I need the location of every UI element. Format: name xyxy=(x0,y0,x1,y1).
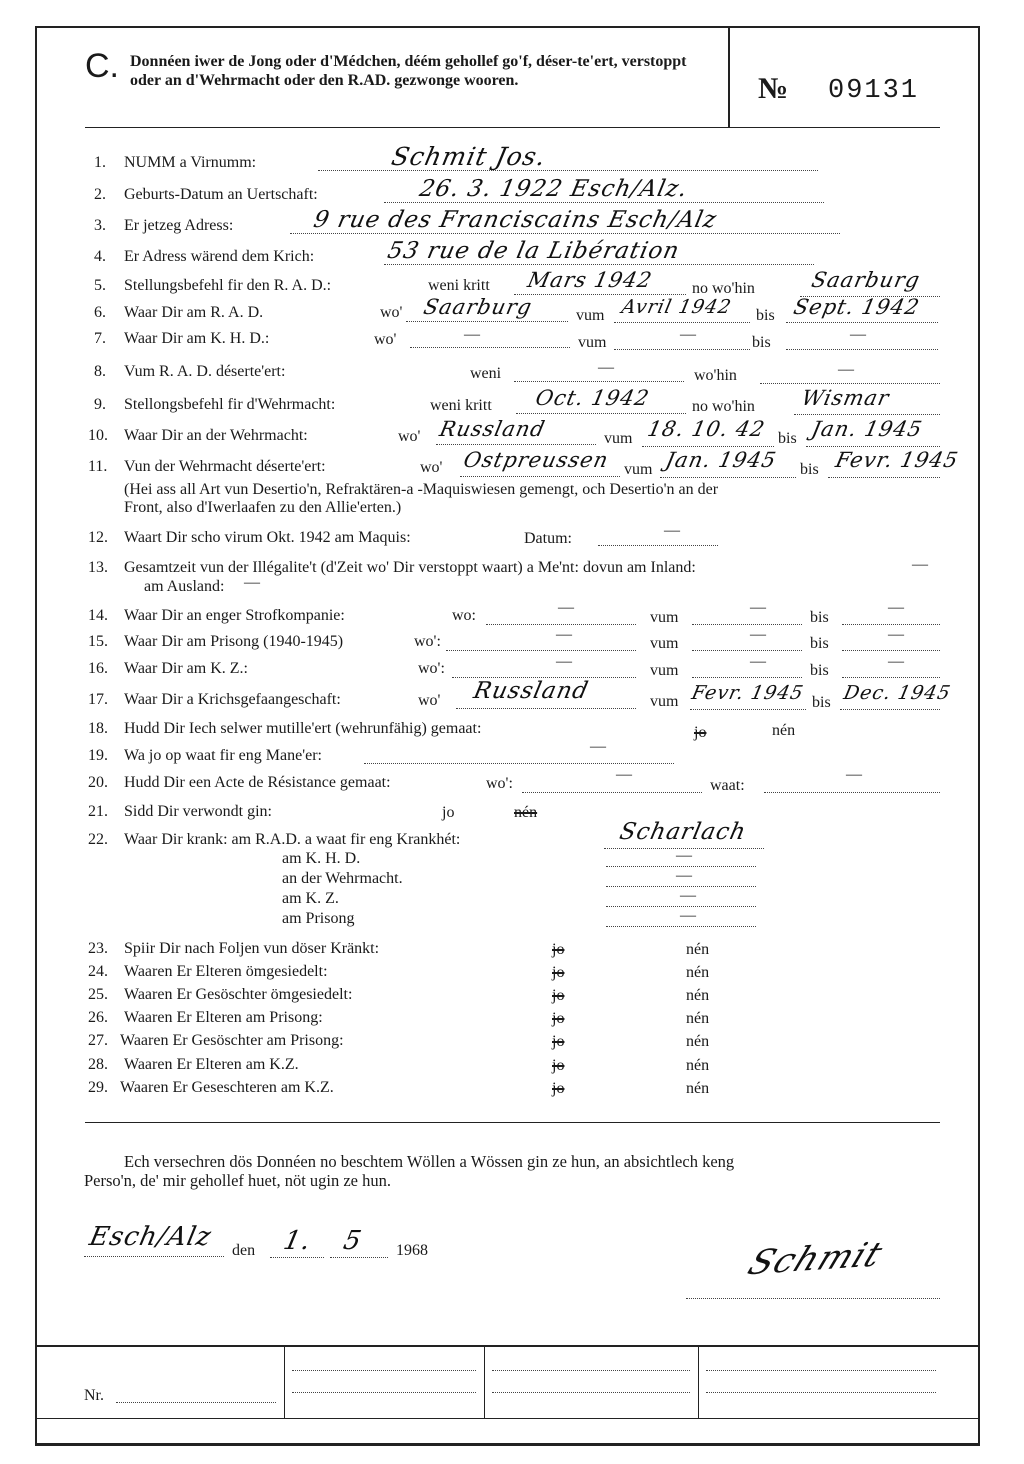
row-4-dotted-line xyxy=(384,264,814,265)
nr-label: Nr. xyxy=(84,1387,104,1404)
col3-dotted-1 xyxy=(492,1370,690,1371)
row-15-from-dash: — xyxy=(750,626,766,643)
signature-place: Esch/Alz xyxy=(86,1222,215,1252)
section-letter: C. xyxy=(85,47,119,85)
row-11-bis: bis xyxy=(800,461,819,478)
row-2-number: 2. xyxy=(94,186,106,203)
row-5-wohin: no wo'hin xyxy=(692,280,755,297)
day-dotted-line xyxy=(270,1257,324,1258)
row-6-wo: wo' xyxy=(380,304,403,321)
header-title: Donnéen iwer de Jong oder d'Médchen, déém gehollef go'f, déser-te'ert, verstoppt oder an d'Wehrmacht oder den R.AD. gezwonge wooren. xyxy=(130,53,687,89)
row-7-label: Waar Dir am K. H. D.: xyxy=(124,330,270,347)
row-5-number: 5. xyxy=(94,277,106,294)
row-28-label: Waaren Er Elteren am K.Z. xyxy=(124,1056,299,1073)
row-9-when: Oct. 1942 xyxy=(533,386,652,410)
row-21-jo: jo xyxy=(442,804,455,821)
row-18-number: 18. xyxy=(88,720,108,737)
row-10-dotted-where xyxy=(436,444,596,445)
date-month: 5 xyxy=(340,1226,365,1256)
signature: Schmit xyxy=(742,1234,889,1284)
row-11-to: Fevr. 1945 xyxy=(833,448,961,472)
row-22-khd-dash: — xyxy=(676,847,692,864)
row-14-from-dash: — xyxy=(750,599,766,616)
row-11-dotted-from xyxy=(660,477,796,478)
row-15-where-dash: — xyxy=(556,626,572,643)
row-10-vum: vum xyxy=(604,430,633,447)
row-15-dotted-where xyxy=(446,650,636,651)
row-5-when: Mars 1942 xyxy=(525,268,655,292)
row-14-vum: vum xyxy=(650,609,679,626)
row-11-number: 11. xyxy=(88,458,108,475)
row-22-sub-prisong: am Prisong xyxy=(282,910,355,927)
row-20-label: Hudd Dir een Acte de Résistance gemaat: xyxy=(124,774,391,791)
row-16-vum: vum xyxy=(650,662,679,679)
row-24-nen: nén xyxy=(686,964,710,981)
row-7-number: 7. xyxy=(94,330,106,347)
row-24-jo: jo xyxy=(552,964,565,981)
row-8-dotted-where xyxy=(760,383,940,384)
row-9-number: 9. xyxy=(94,396,106,413)
col3-dotted-2 xyxy=(492,1392,690,1393)
row-22-sub-khd: am K. H. D. xyxy=(282,850,361,867)
row-7-wo: wo' xyxy=(374,331,397,348)
row-3-label: Er jetzeg Adress: xyxy=(124,217,234,234)
row-11-where: Ostpreussen xyxy=(461,448,611,472)
row-10-to: Jan. 1945 xyxy=(809,417,925,441)
row-9-label: Stellongsbefehl fir d'Wehrmacht: xyxy=(124,396,336,413)
row-12-date-dash: — xyxy=(664,522,680,539)
row-29-number: 29. xyxy=(88,1079,108,1096)
row-10-number: 10. xyxy=(88,427,108,444)
row-18-nen: nén xyxy=(772,722,796,739)
row-15-label: Waar Dir am Prisong (1940-1945) xyxy=(124,633,344,650)
row-20-where-dash: — xyxy=(616,766,632,783)
row-18-label: Hudd Dir Iech selwer mutille'ert (wehrunfähig) gemaat: xyxy=(124,720,482,737)
row-16-where-dash: — xyxy=(556,653,572,670)
row-2-label: Geburts-Datum an Uertschaft: xyxy=(124,186,318,203)
row-8-dotted-when xyxy=(514,381,684,382)
row-11-vum: vum xyxy=(624,461,653,478)
row-26-nen: nén xyxy=(686,1010,710,1027)
row-13-ausland-dash: — xyxy=(244,574,260,591)
row-6-dotted-to xyxy=(786,322,938,323)
row-23-number: 23. xyxy=(88,940,108,957)
row-7-vum: vum xyxy=(578,334,607,351)
row-11-wo: wo' xyxy=(420,459,443,476)
document-number: 09131 xyxy=(828,76,920,106)
row-11-dotted-where xyxy=(460,476,620,477)
row-22-prisong-dash: — xyxy=(680,907,696,924)
row-13-inland-dash: — xyxy=(912,556,928,573)
row-18-jo: jo xyxy=(694,724,707,741)
row-14-wo: wo: xyxy=(452,607,476,624)
row-16-dotted-from xyxy=(692,677,802,678)
row-22-wehrmacht-dash: — xyxy=(676,867,692,884)
col4-dotted-1 xyxy=(706,1370,936,1371)
row-29-jo: jo xyxy=(552,1080,565,1097)
row-11-label: Vun der Wehrmacht déserte'ert: xyxy=(124,458,326,475)
row-6-label: Waar Dir am R. A. D. xyxy=(124,304,264,321)
signature-dotted-line xyxy=(686,1298,940,1299)
frame-right xyxy=(978,26,980,1446)
row-12-label: Waart Dir scho virum Okt. 1942 am Maquis: xyxy=(124,529,411,546)
row-9-weni: weni kritt xyxy=(430,397,492,414)
row-8-where-dash: — xyxy=(838,361,854,378)
row-2-value: 26. 3. 1922 Esch/Alz. xyxy=(417,176,691,202)
row-10-label: Waar Dir an der Wehrmacht: xyxy=(124,427,308,444)
row-15-number: 15. xyxy=(88,633,108,650)
row-17-where: Russland xyxy=(471,678,592,704)
row-5-where: Saarburg xyxy=(809,268,923,292)
row-26-jo: jo xyxy=(552,1010,565,1027)
row-19-label: Wa jo op waat fir eng Mane'er: xyxy=(124,747,322,764)
row-24-number: 24. xyxy=(88,963,108,980)
header-rule xyxy=(85,127,940,128)
row-25-jo: jo xyxy=(552,987,565,1004)
row-14-dotted-from xyxy=(692,624,802,625)
row-3-number: 3. xyxy=(94,217,106,234)
row-17-label: Waar Dir a Krichsgefaangeschaft: xyxy=(124,691,341,708)
row-28-nen: nén xyxy=(686,1057,710,1074)
row-27-jo: jo xyxy=(552,1033,565,1050)
row-27-label: Waaren Er Gesöschter am Prisong: xyxy=(120,1032,344,1049)
row-11-from: Jan. 1945 xyxy=(663,448,779,472)
row-15-vum: vum xyxy=(650,635,679,652)
row-12-number: 12. xyxy=(88,529,108,546)
col2-dotted-1 xyxy=(292,1370,476,1371)
row-1-number: 1. xyxy=(94,154,106,171)
row-2-dotted-line xyxy=(384,202,824,203)
row-9-wohin: no wo'hin xyxy=(692,398,755,415)
row-25-number: 25. xyxy=(88,986,108,1003)
row-10-bis: bis xyxy=(778,430,797,447)
row-22-sub-kz: am K. Z. xyxy=(282,890,339,907)
row-16-from-dash: — xyxy=(750,653,766,670)
row-9-where: Wismar xyxy=(799,386,892,410)
row-12-datum: Datum: xyxy=(524,530,572,547)
row-6-to: Sept. 1942 xyxy=(791,295,923,319)
row-22-number: 22. xyxy=(88,831,108,848)
number-sign: № xyxy=(758,72,789,105)
row-4-number: 4. xyxy=(94,248,106,265)
row-17-vum: vum xyxy=(650,693,679,710)
row-22-label: Waar Dir krank: am R.A.D. a waat fir eng Krankhét: xyxy=(124,831,461,848)
row-5-weni: weni kritt xyxy=(428,277,490,294)
row-7-where-dash: — xyxy=(464,326,480,343)
frame-left xyxy=(35,26,37,1446)
row-13-number: 13. xyxy=(88,559,108,576)
row-20-dotted-what xyxy=(764,792,940,793)
row-4-label: Er Adress wärend dem Krich: xyxy=(124,248,315,265)
date-year: 1968 xyxy=(396,1242,428,1259)
row-20-waat: waat: xyxy=(710,777,745,794)
row-13-label: Gesamtzeit vun der Illégalite't (d'Zeit wo' Dir verstoppt waart) a Me'nt: dovun am Inland: xyxy=(124,559,696,576)
row-17-wo: wo' xyxy=(418,692,441,709)
row-27-nen: nén xyxy=(686,1033,710,1050)
row-8-when-dash: — xyxy=(598,359,614,376)
row-3-value: 9 rue des Franciscains Esch/Alz xyxy=(311,207,720,233)
frame-bottom xyxy=(35,1443,980,1446)
row-15-dotted-from xyxy=(692,650,802,651)
row-10-from: 18. 10. 42 xyxy=(645,417,768,441)
row-14-label: Waar Dir an enger Strofkompanie: xyxy=(124,607,345,624)
row-25-nen: nén xyxy=(686,987,710,1004)
row-6-where: Saarburg xyxy=(421,295,535,319)
row-5-dotted-when xyxy=(514,294,686,295)
row-1-label: NUMM a Virnumm: xyxy=(124,154,257,171)
row-10-wo: wo' xyxy=(398,428,421,445)
row-15-to-dash: — xyxy=(888,626,904,643)
row-20-wo: wo': xyxy=(486,775,513,792)
row-6-dotted-from xyxy=(614,322,750,323)
bottom-table-top-rule xyxy=(37,1345,980,1347)
row-17-number: 17. xyxy=(88,691,108,708)
row-14-dotted-where xyxy=(486,624,636,625)
row-17-to: Dec. 1945 xyxy=(841,682,953,704)
row-17-dotted-from xyxy=(690,709,806,710)
row-23-label: Spiir Dir nach Foljen vun döser Kränkt: xyxy=(124,940,380,957)
row-19-number: 19. xyxy=(88,747,108,764)
row-5-label: Stellungsbefehl fir den R. A. D.: xyxy=(124,277,332,294)
row-15-wo: wo': xyxy=(414,633,441,650)
row-7-dotted-to xyxy=(786,349,938,350)
row-23-nen: nén xyxy=(686,941,710,958)
row-16-wo: wo': xyxy=(418,660,445,677)
row-9-dotted-where xyxy=(794,414,940,415)
row-28-jo: jo xyxy=(552,1057,565,1074)
row-13-label-ausland: am Ausland: xyxy=(144,578,225,595)
row-7-from-dash: — xyxy=(680,326,696,343)
declaration-line-1: Ech versechren dös Donnéen no beschtem Wöllen a Wössen gin ze hun, an absichtlech keng xyxy=(124,1152,735,1171)
frame-top xyxy=(35,26,980,28)
row-4-value: 53 rue de la Libération xyxy=(385,238,683,264)
row-17-dotted-to xyxy=(840,709,940,710)
row-14-where-dash: — xyxy=(558,599,574,616)
row-7-dotted-from xyxy=(614,349,750,350)
row-6-number: 6. xyxy=(94,304,106,321)
row-20-what-dash: — xyxy=(846,766,862,783)
row-22-kz-dash: — xyxy=(680,887,696,904)
row-10-where: Russland xyxy=(437,417,548,441)
row-23-jo: jo xyxy=(552,941,565,958)
row-3-dotted-line xyxy=(290,233,840,234)
row-29-nen: nén xyxy=(686,1080,710,1097)
row-14-to-dash: — xyxy=(888,599,904,616)
row-26-number: 26. xyxy=(88,1009,108,1026)
row-14-number: 14. xyxy=(88,607,108,624)
row-24-label: Waaren Er Elteren ömgesiedelt: xyxy=(124,963,328,980)
row-17-bis: bis xyxy=(812,694,831,711)
row-25-label: Waaren Er Gesöschter ömgesiedelt: xyxy=(124,986,353,1003)
row-22-dotted-prisong xyxy=(606,926,756,927)
row-15-bis: bis xyxy=(810,635,829,652)
row-19-dash: — xyxy=(590,738,606,755)
row-20-dotted-where xyxy=(522,792,702,793)
row-11-note-line-1: (Hei ass all Art vun Desertio'n, Refraktären-a -Maquiswiesen gemengt, och Desertio'n an der xyxy=(124,481,719,498)
row-22-value: Scharlach xyxy=(617,819,749,845)
row-15-dotted-to xyxy=(842,650,940,651)
row-10-dotted-to xyxy=(806,446,940,447)
row-28-number: 28. xyxy=(88,1056,108,1073)
row-6-bis: bis xyxy=(756,307,775,324)
row-1-value: Schmit Jos. xyxy=(389,142,549,171)
bottom-table-divider-3 xyxy=(698,1346,699,1418)
row-29-label: Waaren Er Geseschteren am K.Z. xyxy=(120,1079,334,1096)
row-6-from: Avril 1942 xyxy=(619,296,734,318)
bottom-table-divider-1 xyxy=(284,1346,285,1418)
row-26-label: Waaren Er Elteren am Prisong: xyxy=(124,1009,323,1026)
row-27-number: 27. xyxy=(88,1032,108,1049)
row-10-dotted-from xyxy=(642,446,774,447)
row-12-dotted-date xyxy=(598,545,718,546)
month-dotted-line xyxy=(330,1257,388,1258)
row-16-number: 16. xyxy=(88,660,108,677)
row-20-number: 20. xyxy=(88,774,108,791)
row-6-dotted-where xyxy=(406,321,568,322)
row-8-number: 8. xyxy=(94,363,106,380)
row-9-dotted-when xyxy=(516,413,686,414)
row-16-dotted-to xyxy=(842,677,940,678)
row-16-to-dash: — xyxy=(888,653,904,670)
row-7-to-dash: — xyxy=(850,326,866,343)
row-14-dotted-to xyxy=(842,624,940,625)
place-dotted-line xyxy=(84,1256,224,1257)
row-7-bis: bis xyxy=(752,334,771,351)
date-day: 1. xyxy=(280,1226,315,1256)
row-14-bis: bis xyxy=(810,609,829,626)
col2-dotted-2 xyxy=(292,1392,476,1393)
row-8-label: Vum R. A. D. déserte'ert: xyxy=(124,363,286,380)
row-22-sub-wehrmacht: an der Wehrmacht. xyxy=(282,870,403,887)
row-7-dotted-where xyxy=(410,347,570,348)
row-11-note-line-2: Front, also d'Iwerlaafen zu den Allie'erten.) xyxy=(124,499,402,516)
row-21-label: Sidd Dir verwondt gin: xyxy=(124,803,272,820)
row-19-dotted-line xyxy=(364,763,674,764)
row-8-weni: weni xyxy=(470,365,502,382)
row-17-from: Fevr. 1945 xyxy=(689,682,806,704)
bottom-table-divider-2 xyxy=(484,1346,485,1418)
date-den: den xyxy=(232,1242,256,1259)
row-17-dotted-where xyxy=(456,708,636,709)
row-8-wohin: wo'hin xyxy=(694,367,737,384)
col4-dotted-2 xyxy=(706,1392,936,1393)
bottom-table-bottom-rule xyxy=(37,1418,980,1419)
row-11-dotted-to xyxy=(828,477,940,478)
row-6-vum: vum xyxy=(576,307,605,324)
row-21-nen: nén xyxy=(514,804,538,821)
declaration-line-2: Perso'n, de' mir gehollef huet, nöt ugin ze hun. xyxy=(84,1171,392,1190)
row-16-bis: bis xyxy=(810,662,829,679)
row-21-number: 21. xyxy=(88,803,108,820)
declaration-divider xyxy=(85,1122,940,1123)
row-16-label: Waar Dir am K. Z.: xyxy=(124,660,248,677)
nr-dotted-line xyxy=(116,1402,276,1403)
header-divider xyxy=(728,28,730,128)
